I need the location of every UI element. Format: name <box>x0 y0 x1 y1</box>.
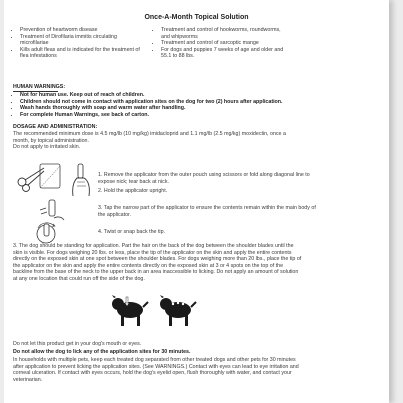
list-item: • Treatment and control of hookworms, roundworms, and whipworms <box>161 27 283 40</box>
uses-left-list <box>13 27 140 60</box>
lick-warning: Do not allow the dog to lick any of the application sites for 30 minutes. <box>13 349 191 355</box>
list-item: • Not for human use. Keep out of reach of children. <box>20 92 283 99</box>
step-3: 3. Tap the narrow part of the applicator to ensure the contents remain within the main body of the applicator. <box>98 205 316 218</box>
dog-large-icon <box>156 294 200 330</box>
list-item: • Wash hands thoroughly with soap and warm water after handling. <box>20 105 283 112</box>
package-panel <box>4 0 389 403</box>
list-item: • Prevention of heartworm disease <box>20 27 140 34</box>
list-item: • Treatment and control of sarcoptic mange <box>161 40 283 47</box>
warnings-heading: HUMAN WARNINGS: <box>13 84 66 90</box>
page-title: Once-A-Month Topical Solution <box>144 14 249 21</box>
hand-applicator-icon <box>68 162 94 196</box>
application-paragraph: 3. The dog should be standing for application. Part the hair on the back of the dog between the shoulder blades until the skin is visible. For dogs weighing 20 lbs. or less, place the tip of the applicator on the skin and apply the entire contents directly on the exposed skin at one spot between the shoulder blades. For dogs weighing more than 20 lbs., place the tip of the applicator on the skin and apply the entire contents directly on the exposed skin at 3 or 4 spots on the top of the backline from the base of the neck to the upper back in an area inaccessible to licking. Do not apply an amount of solution at any one location that could run off the side of the dog. <box>13 243 302 282</box>
list-item: • For complete Human Warnings, see back of carton. <box>20 112 283 119</box>
dog-small-icon <box>108 294 152 330</box>
dosage-intro: The recommended minimum dose is 4.5 mg/lb (10 mg/kg) imidacloprid and 1.1 mg/lb (2.5 mg/kg) moxidectin, once a month, by topical administration. Do not apply to irritated skin. <box>13 131 286 151</box>
step-4: 4. Twist or snap back the tip. <box>98 229 166 235</box>
tap-applicator-icon <box>38 198 66 222</box>
scissors-icon <box>14 160 64 192</box>
uses-right-list <box>154 27 283 60</box>
mouth-warning: Do not let this product get in your dog's mouth or eyes. <box>13 341 142 347</box>
list-item: • Kills adult fleas and is indicated for the treatment of flea infestations <box>20 47 140 60</box>
list-item: • Children should not come in contact with application sites on the dog for two (2) hours after application. <box>20 99 283 106</box>
step-2: 2. Hold the applicator upright. <box>98 188 168 194</box>
household-paragraph: In households with multiple pets, keep each treated dog separated from other treated dogs and other pets for 30 minutes after application to prevent licking the application sites. (See WARNINGS.) Contact with eyes can lead to eye irritation and corneal ulceration. If contact with eyes occurs, hold the dog's eyelid open, flush thoroughly with water, and contact your veterinarian. <box>13 357 299 383</box>
list-item: • For dogs and puppies 7 weeks of age and older and 55.1 to 88 lbs. <box>161 47 283 60</box>
warnings-list <box>13 92 283 118</box>
list-item: • Treatment of Dirofilaria immitis circulating microfilariae <box>20 34 140 47</box>
dosage-heading: DOSAGE AND ADMINISTRATION: <box>13 124 98 130</box>
step-1: 1. Remove the applicator from the outer pouch using scissors or fold along diagonal line to expose nick; tear back at nick. <box>98 172 310 185</box>
